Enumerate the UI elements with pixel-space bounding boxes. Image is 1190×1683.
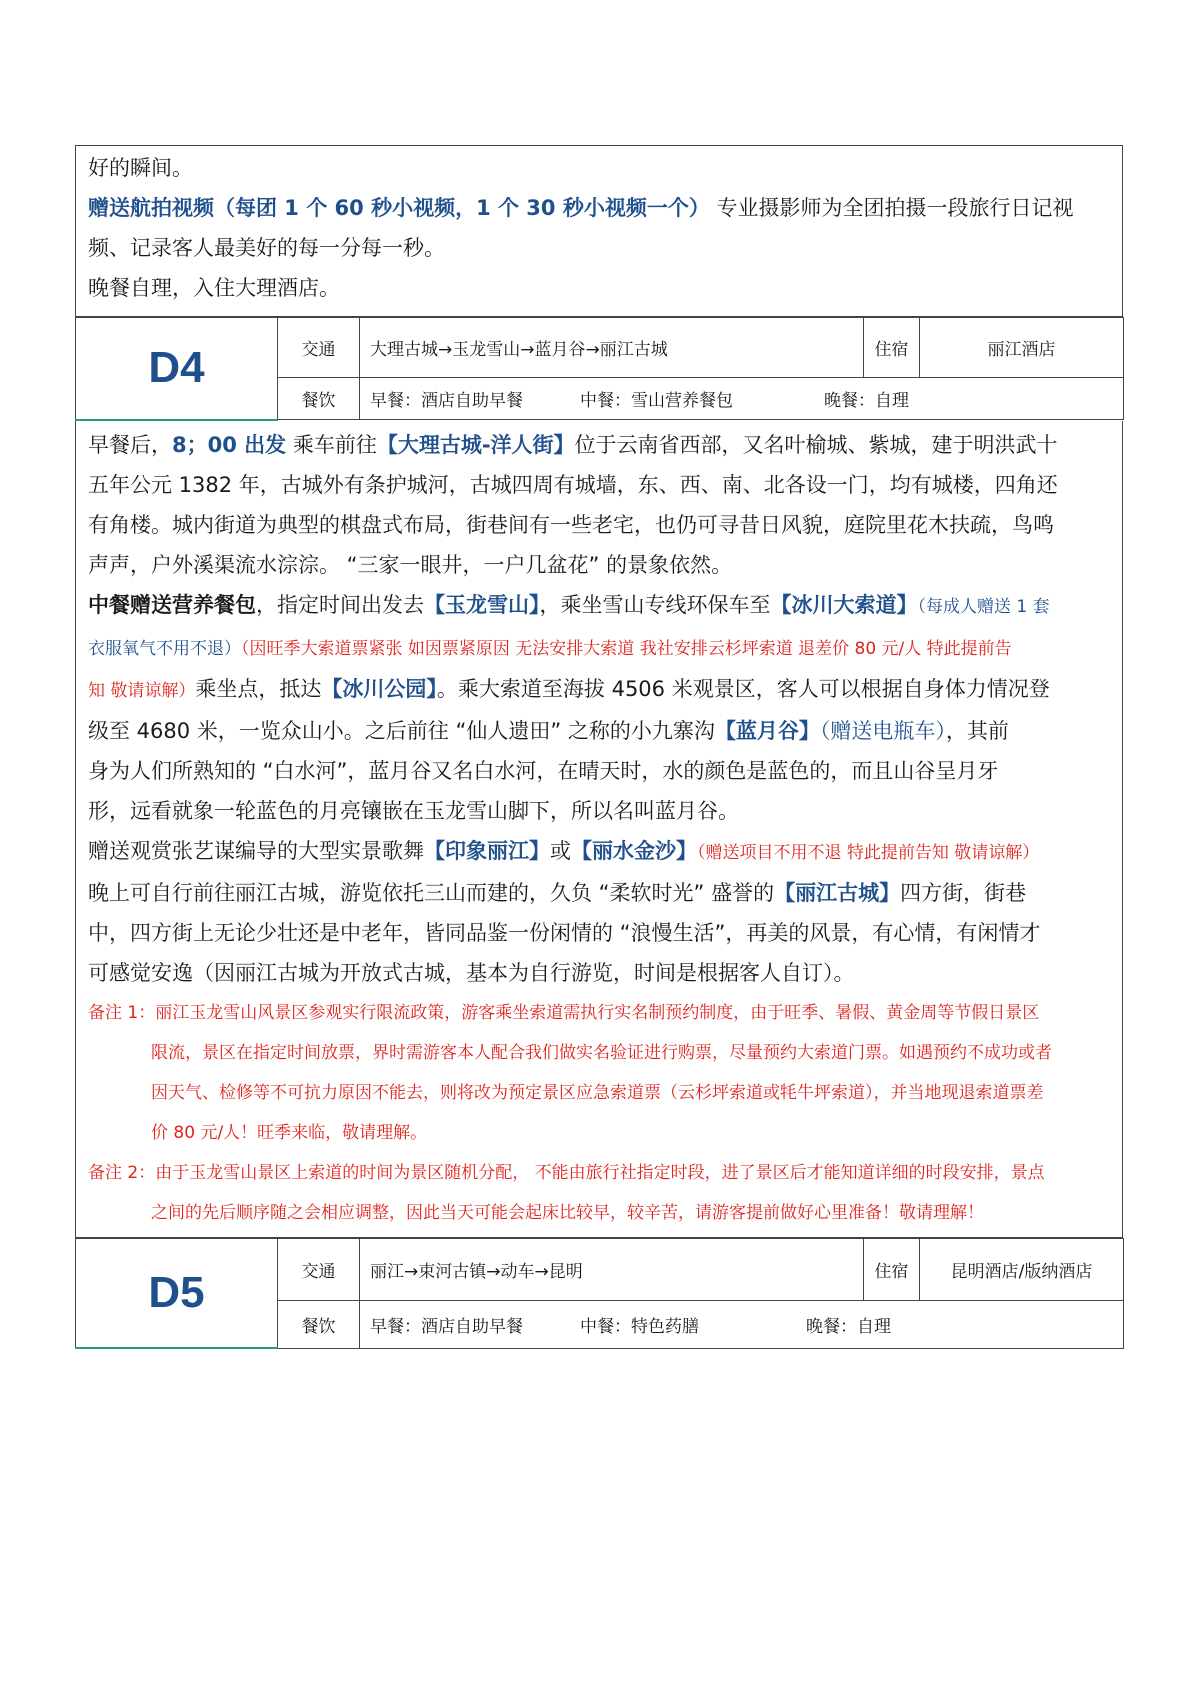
day5-dinner: 晚餐：自理 (806, 1316, 891, 1337)
place-blue-moon: 【蓝月谷】 (714, 718, 820, 743)
day5-transport: 丽江→束河古镇→动车→昆明 (360, 1238, 864, 1300)
day4-label: D4 (76, 318, 278, 420)
oxygen-gift-a: （每成人赠送 1 套 (917, 596, 1050, 617)
show-lishui: 【丽水金沙】 (571, 838, 697, 863)
day5-transport-label: 交通 (278, 1238, 360, 1300)
lunch-gift: 中餐赠送营养餐包 (88, 592, 256, 617)
p4-line3: 可感觉安逸（因丽江古城为开放式古城，基本为自行游览，时间是根据客人自订）。 (88, 960, 855, 985)
day5-lunch: 中餐：特色药膳 (580, 1316, 699, 1337)
day4-lunch: 中餐：雪山营养餐包 (580, 391, 733, 411)
day4-dinner: 晚餐：自理 (824, 391, 909, 411)
p1-line4: 声声，户外溪渠流水淙淙。 “三家一眼井，一户几盆花” 的景象依然。 (88, 552, 733, 577)
cable-notice-a: （因旺季大索道票紧张 如因票紧原因 无法安排大索道 我社安排云杉坪索道 退差价 80 元/人 特此提前告 (241, 638, 1012, 659)
day4-header-table (75, 317, 1124, 421)
day4-transport: 大理古城→玉龙雪山→蓝月谷→丽江古城 (360, 318, 864, 378)
shuttle-gift: （赠送电瓶车） (819, 718, 946, 743)
p2-line1: 中餐赠送营养餐包，指定时间出发去【玉龙雪山】，乘坐雪山专线环保车至【冰川大索道】（每成人赠送 1 套 (88, 592, 1050, 617)
video-line (88, 188, 1110, 228)
note1-line3: 因天气、检修等不可抗力原因不能去，则将改为预定景区应急索道票（云杉坪索道或牦牛坪索道），并当地现退索道票差 (151, 1082, 1044, 1103)
day3-tail-cell (75, 145, 1123, 317)
day5-meal-label: 餐饮 (278, 1300, 360, 1348)
video-desc-line: 频、记录客人最美好的每一分每一秒。 (88, 236, 445, 260)
day4-stay-label: 住宿 (864, 318, 920, 378)
p2-line4: 级至 4680 米，一览众山小。之后前往 “仙人遗田” 之称的小九寨沟【蓝月谷】（赠送电瓶车），其前 (88, 718, 1009, 743)
p4-line2: 中，四方街上无论少壮还是中老年，皆同品鉴一份闲情的 “浪慢生活”，再美的风景，有心情，有闲情才 (88, 920, 1041, 945)
p4-line1: 晚上可自行前往丽江古城，游览依托三山而建的，久负 “柔软时光” 盛誉的【丽江古城】四方街，街巷 (88, 880, 1027, 905)
cable-notice-b: 知 敬请谅解） (88, 680, 196, 701)
day4-breakfast: 早餐：酒店自助早餐 (370, 391, 523, 411)
day4-meals (360, 378, 1124, 420)
day4-stay: 丽江酒店 (920, 318, 1124, 378)
p1-line2: 五年公元 1382 年，古城外有条护城河，古城四周有城墙，东、西、南、北各设一门，均有城楼，四角还 (88, 472, 1058, 497)
video-desc: 专业摄影师为全团拍摄一段旅行日记视 (709, 196, 1074, 220)
video-label: 赠送航拍视频（每团 1 个 60 秒小视频，1 个 30 秒小视频一个） (88, 196, 710, 220)
note2-line2: 之间的先后顺序随之会相应调整，因此当天可能会起床比较早，较辛苦，请游客提前做好心里准备！敬请理解！ (151, 1202, 984, 1223)
place-yulong: 【玉龙雪山】 (424, 592, 540, 617)
note2-line1: 备注 2：由于玉龙雪山景区上索道的时间为景区随机分配， 不能由旅行社指定时段，进了景区后才能知道详细的时段安排，景点 (88, 1162, 1045, 1183)
place-dali: 【大理古城-洋人街】 (376, 432, 575, 457)
p2-line2 (88, 627, 1110, 669)
day5-stay-label: 住宿 (864, 1238, 920, 1300)
p2-line6: 形，远看就象一轮蓝色的月亮镶嵌在玉龙雪山脚下，所以名叫蓝月谷。 (88, 798, 739, 823)
note1-line1: 备注 1：丽江玉龙雪山风景区参观实行限流政策，游客乘坐索道需执行实名制预约制度，由于旺季、暑假、黄金周等节假日景区 (88, 1002, 1040, 1023)
p1-line3: 有角楼。城内街道为典型的棋盘式布局，街巷间有一些老宅，也仍可寻昔日风貌，庭院里花木扶疏，鸟鸣 (88, 512, 1054, 537)
day5-meals (360, 1300, 1124, 1348)
p2-line3: 知 敬请谅解）乘坐点，抵达【冰川公园】。乘大索道至海拔 4506 米观景区，客人可以根据自身体力情况登 (88, 676, 1050, 701)
place-lijiang: 【丽江古城】 (774, 880, 901, 905)
oxygen-gift-b: 衣服氧气不用不退） (88, 638, 241, 659)
p3-line1: 赠送观赏张艺谋编导的大型实景歌舞【印象丽江】或【丽水金沙】（赠送项目不用不退 特此提前告知 敬请谅解） (88, 838, 1040, 863)
note1-line4: 价 80 元/人！旺季来临，敬请理解。 (151, 1122, 428, 1143)
itinerary-page (75, 145, 1123, 1349)
show-impression: 【印象丽江】 (424, 838, 550, 863)
day4-transport-label: 交通 (278, 318, 360, 378)
dinner-line: 晚餐自理，入住大理酒店。 (88, 276, 340, 300)
place-glacier-cable: 【冰川大索道】 (770, 592, 918, 617)
show-notice: （赠送项目不用不退 特此提前告知 敬请谅解） (697, 842, 1040, 863)
intro-line: 好的瞬间。 (88, 156, 193, 180)
p2-line5: 身为人们所熟知的 “白水河”，蓝月谷又名白水河，在晴天时，水的颜色是蓝色的，而且山谷呈月牙 (88, 758, 999, 783)
day5-breakfast: 早餐：酒店自助早餐 (370, 1316, 523, 1337)
place-glacier-park: 【冰川公园】 (321, 676, 437, 701)
note1-line2: 限流，景区在指定时间放票，界时需游客本人配合我们做实名验证进行购票，尽量预约大索道门票。如遇预约不成功或者 (151, 1042, 1052, 1063)
depart-time: 8；00 出发 (172, 432, 287, 457)
day4-meal-label: 餐饮 (278, 378, 360, 420)
p1-line1: 早餐后，8；00 出发 乘车前往【大理古城-洋人街】位于云南省西部，又名叶榆城、紫城，建于明洪武十 (88, 432, 1058, 457)
day5-header-table (75, 1238, 1124, 1350)
day4-body-cell (75, 421, 1123, 1238)
day5-stay: 昆明酒店/版纳酒店 (920, 1238, 1124, 1300)
day5-label: D5 (76, 1238, 278, 1348)
